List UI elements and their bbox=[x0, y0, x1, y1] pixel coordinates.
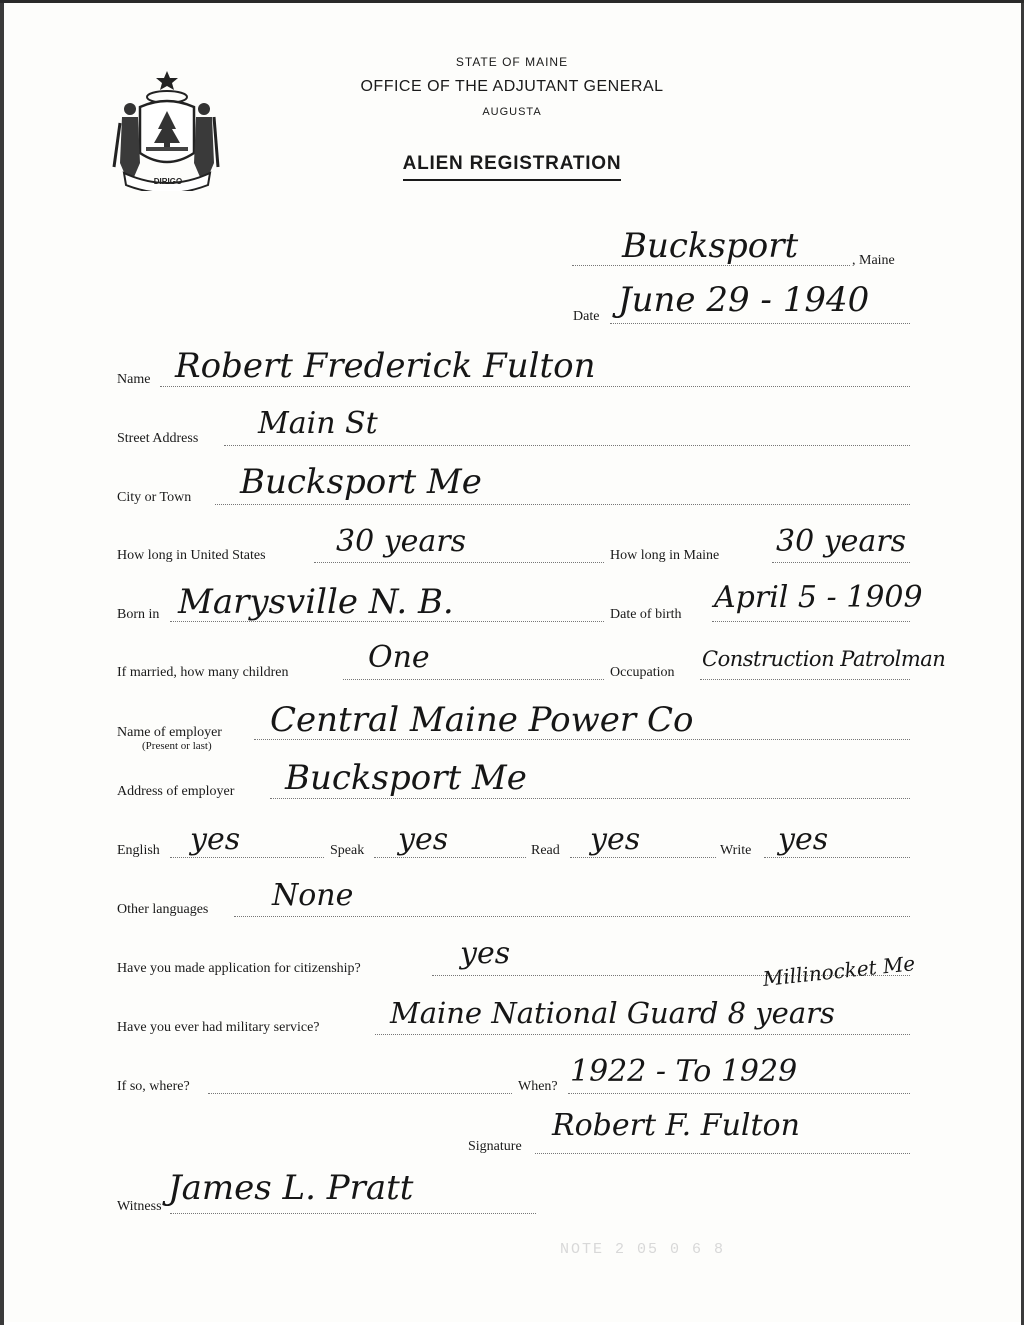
write-value: yes bbox=[778, 822, 829, 857]
signature-line bbox=[535, 1153, 910, 1154]
military-label: Have you ever had military service? bbox=[117, 1020, 320, 1035]
us-line bbox=[314, 562, 604, 563]
witness-value: James L. Pratt bbox=[168, 1168, 414, 1208]
me-line bbox=[772, 562, 910, 563]
dob-value: April 5 - 1909 bbox=[714, 580, 923, 615]
name-value: Robert Frederick Fulton bbox=[175, 346, 596, 386]
town-value: Bucksport bbox=[622, 226, 799, 266]
when-value: 1922 - To 1929 bbox=[570, 1054, 798, 1089]
speak-line bbox=[374, 857, 526, 858]
write-label: Write bbox=[720, 843, 752, 858]
write-line bbox=[764, 857, 910, 858]
military-value: Maine National Guard 8 years bbox=[390, 996, 835, 1030]
english-line bbox=[170, 857, 324, 858]
name-line bbox=[160, 386, 910, 387]
occupation-value: Construction Patrolman bbox=[702, 647, 946, 671]
read-label: Read bbox=[531, 843, 560, 858]
form-title bbox=[0, 153, 1024, 175]
born-value: Marysville N. B. bbox=[178, 582, 454, 622]
us-label: How long in United States bbox=[117, 548, 266, 563]
city-line bbox=[215, 504, 910, 505]
scan-edge-left bbox=[0, 3, 4, 1325]
where-line bbox=[208, 1093, 512, 1094]
speak-label: Speak bbox=[330, 843, 365, 858]
street-label: Street Address bbox=[117, 431, 199, 446]
me-value: 30 years bbox=[776, 524, 907, 559]
citizenship-value: yes bbox=[460, 936, 511, 971]
me-label: How long in Maine bbox=[610, 548, 720, 563]
military-extra-value: Millinocket Me bbox=[761, 951, 917, 991]
employer-addr-line bbox=[270, 798, 910, 799]
married-line bbox=[343, 679, 604, 680]
maine-label: , Maine bbox=[852, 253, 895, 268]
dob-label: Date of birth bbox=[610, 607, 682, 622]
street-value: Main St bbox=[258, 406, 378, 441]
header-office: OFFICE OF THE ADJUTANT GENERAL bbox=[360, 78, 664, 95]
military-line bbox=[375, 1034, 910, 1035]
employer-label: Name of employer bbox=[117, 725, 222, 740]
name-label: Name bbox=[117, 372, 151, 387]
form-title-text: ALIEN REGISTRATION bbox=[403, 153, 622, 181]
header-city: AUGUSTA bbox=[482, 106, 542, 118]
other-lang-line bbox=[234, 916, 910, 917]
witness-label: Witness bbox=[117, 1199, 162, 1214]
when-label: When? bbox=[518, 1079, 558, 1094]
date-label: Date bbox=[573, 309, 600, 324]
header-state: STATE OF MAINE bbox=[455, 55, 569, 69]
faded-stamp: NOTE 2 05 0 6 8 bbox=[560, 1241, 726, 1258]
employer-addr-value: Bucksport Me bbox=[285, 758, 527, 798]
signature-label: Signature bbox=[468, 1139, 522, 1154]
occupation-label: Occupation bbox=[610, 665, 675, 680]
signature-value: Robert F. Fulton bbox=[552, 1108, 800, 1143]
other-lang-value: None bbox=[272, 878, 354, 913]
other-lang-label: Other languages bbox=[117, 902, 209, 917]
where-label: If so, where? bbox=[117, 1079, 190, 1094]
read-line bbox=[570, 857, 716, 858]
employer-present-label: (Present or last) bbox=[142, 740, 212, 752]
citizenship-label: Have you made application for citizenship? bbox=[117, 961, 361, 976]
witness-line bbox=[170, 1213, 536, 1214]
english-value: yes bbox=[190, 822, 241, 857]
date-value: June 29 - 1940 bbox=[618, 280, 870, 320]
city-label: City or Town bbox=[117, 490, 192, 505]
born-label: Born in bbox=[117, 607, 160, 622]
city-value: Bucksport Me bbox=[240, 462, 482, 502]
married-label: If married, how many children bbox=[117, 665, 289, 680]
dob-line bbox=[712, 621, 910, 622]
when-line bbox=[568, 1093, 910, 1094]
seal-banner-text: DIRIGO bbox=[153, 177, 183, 186]
occupation-line bbox=[700, 679, 910, 680]
speak-value: yes bbox=[398, 822, 449, 857]
read-value: yes bbox=[590, 822, 641, 857]
employer-addr-label: Address of employer bbox=[117, 784, 235, 799]
employer-value: Central Maine Power Co bbox=[270, 700, 694, 740]
english-label: English bbox=[117, 843, 160, 858]
children-value: One bbox=[368, 640, 430, 675]
us-value: 30 years bbox=[336, 524, 467, 559]
street-line bbox=[224, 445, 910, 446]
date-line bbox=[610, 323, 910, 324]
